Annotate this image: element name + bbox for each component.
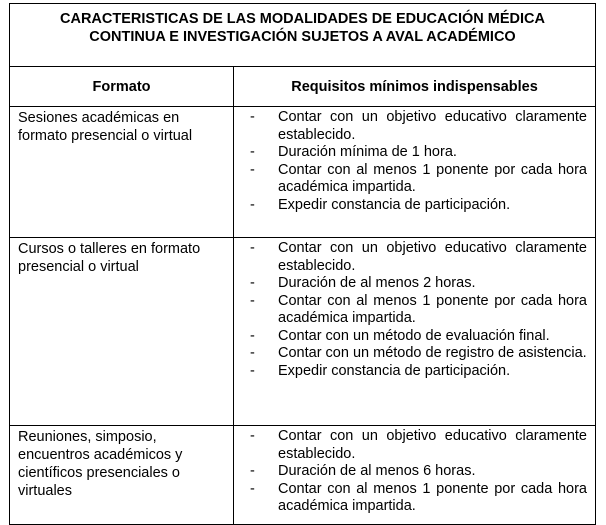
format-cell: Sesiones académicas en formato presencial o virtual bbox=[10, 107, 234, 238]
table-title bbox=[10, 4, 596, 67]
requirements-list bbox=[250, 428, 587, 516]
bullet-dash: - bbox=[250, 240, 255, 256]
bullet-dash: - bbox=[250, 480, 255, 497]
bullet-dash: - bbox=[250, 327, 255, 344]
requirements-list bbox=[250, 109, 587, 214]
requirement-item bbox=[250, 197, 587, 215]
requirement-item bbox=[250, 109, 587, 144]
table-title-line-1: CARACTERISTICAS DE LAS MODALIDADES DE EDUCACIÓN MÉDICA bbox=[60, 11, 545, 27]
table-row bbox=[10, 107, 596, 238]
requirement-item bbox=[250, 481, 587, 516]
requirement-item bbox=[250, 240, 587, 275]
bullet-dash: - bbox=[250, 428, 255, 444]
table-row bbox=[10, 426, 596, 525]
requirement-item bbox=[250, 328, 587, 346]
requirement-text: Contar con un método de evaluación final. bbox=[278, 327, 550, 344]
requirement-text: Contar con al menos 1 ponente por cada hora académica impartida. bbox=[278, 292, 587, 326]
requirement-text: Expedir constancia de participación. bbox=[278, 362, 511, 379]
requirement-item bbox=[250, 293, 587, 328]
requirement-item bbox=[250, 345, 587, 363]
requirements-cell bbox=[234, 107, 596, 238]
bullet-dash: - bbox=[250, 362, 255, 379]
bullet-dash: - bbox=[250, 345, 255, 361]
requirement-text: Duración mínima de 1 hora. bbox=[278, 144, 457, 160]
requirement-text: Contar con al menos 1 ponente por cada hora académica impartida. bbox=[278, 480, 587, 514]
requirement-text: Duración de al menos 2 horas. bbox=[278, 275, 476, 291]
bullet-dash: - bbox=[250, 144, 255, 160]
requirement-text: Contar con un objetivo educativo claramente establecido. bbox=[278, 428, 587, 462]
bullet-dash: - bbox=[250, 196, 255, 213]
requirement-item bbox=[250, 428, 587, 463]
table-row bbox=[10, 238, 596, 426]
column-header-formato: Formato bbox=[10, 67, 234, 107]
requirement-text: Contar con un objetivo educativo claramente establecido. bbox=[278, 240, 587, 274]
requirements-table bbox=[9, 3, 596, 525]
requirements-cell bbox=[234, 238, 596, 426]
requirement-text: Contar con un método de registro de asistencia. bbox=[278, 345, 587, 361]
requirement-text: Contar con al menos 1 ponente por cada hora académica impartida. bbox=[278, 161, 587, 195]
requirements-cell bbox=[234, 426, 596, 525]
requirement-item bbox=[250, 275, 587, 293]
format-cell: Reuniones, simposio, encuentros académicos y científicos presenciales o virtuales bbox=[10, 426, 234, 525]
bullet-dash: - bbox=[250, 292, 255, 309]
header-row bbox=[10, 67, 596, 107]
requirement-text: Expedir constancia de participación. bbox=[278, 196, 511, 213]
requirement-text: Contar con un objetivo educativo claramente establecido. bbox=[278, 109, 587, 143]
table-title-line-2: CONTINUA E INVESTIGACIÓN SUJETOS A AVAL ACADÉMICO bbox=[89, 29, 516, 45]
bullet-dash: - bbox=[250, 109, 255, 125]
bullet-dash: - bbox=[250, 275, 255, 291]
requirement-item bbox=[250, 363, 587, 381]
requirement-text: Duración de al menos 6 horas. bbox=[278, 463, 476, 479]
bullet-dash: - bbox=[250, 161, 255, 178]
requirement-item bbox=[250, 463, 587, 481]
format-cell: Cursos o talleres en formato presencial o virtual bbox=[10, 238, 234, 426]
bullet-dash: - bbox=[250, 463, 255, 479]
requirement-item bbox=[250, 162, 587, 197]
column-header-requisitos: Requisitos mínimos indispensables bbox=[234, 67, 596, 107]
requirement-item bbox=[250, 144, 587, 162]
requirements-list bbox=[250, 240, 587, 380]
